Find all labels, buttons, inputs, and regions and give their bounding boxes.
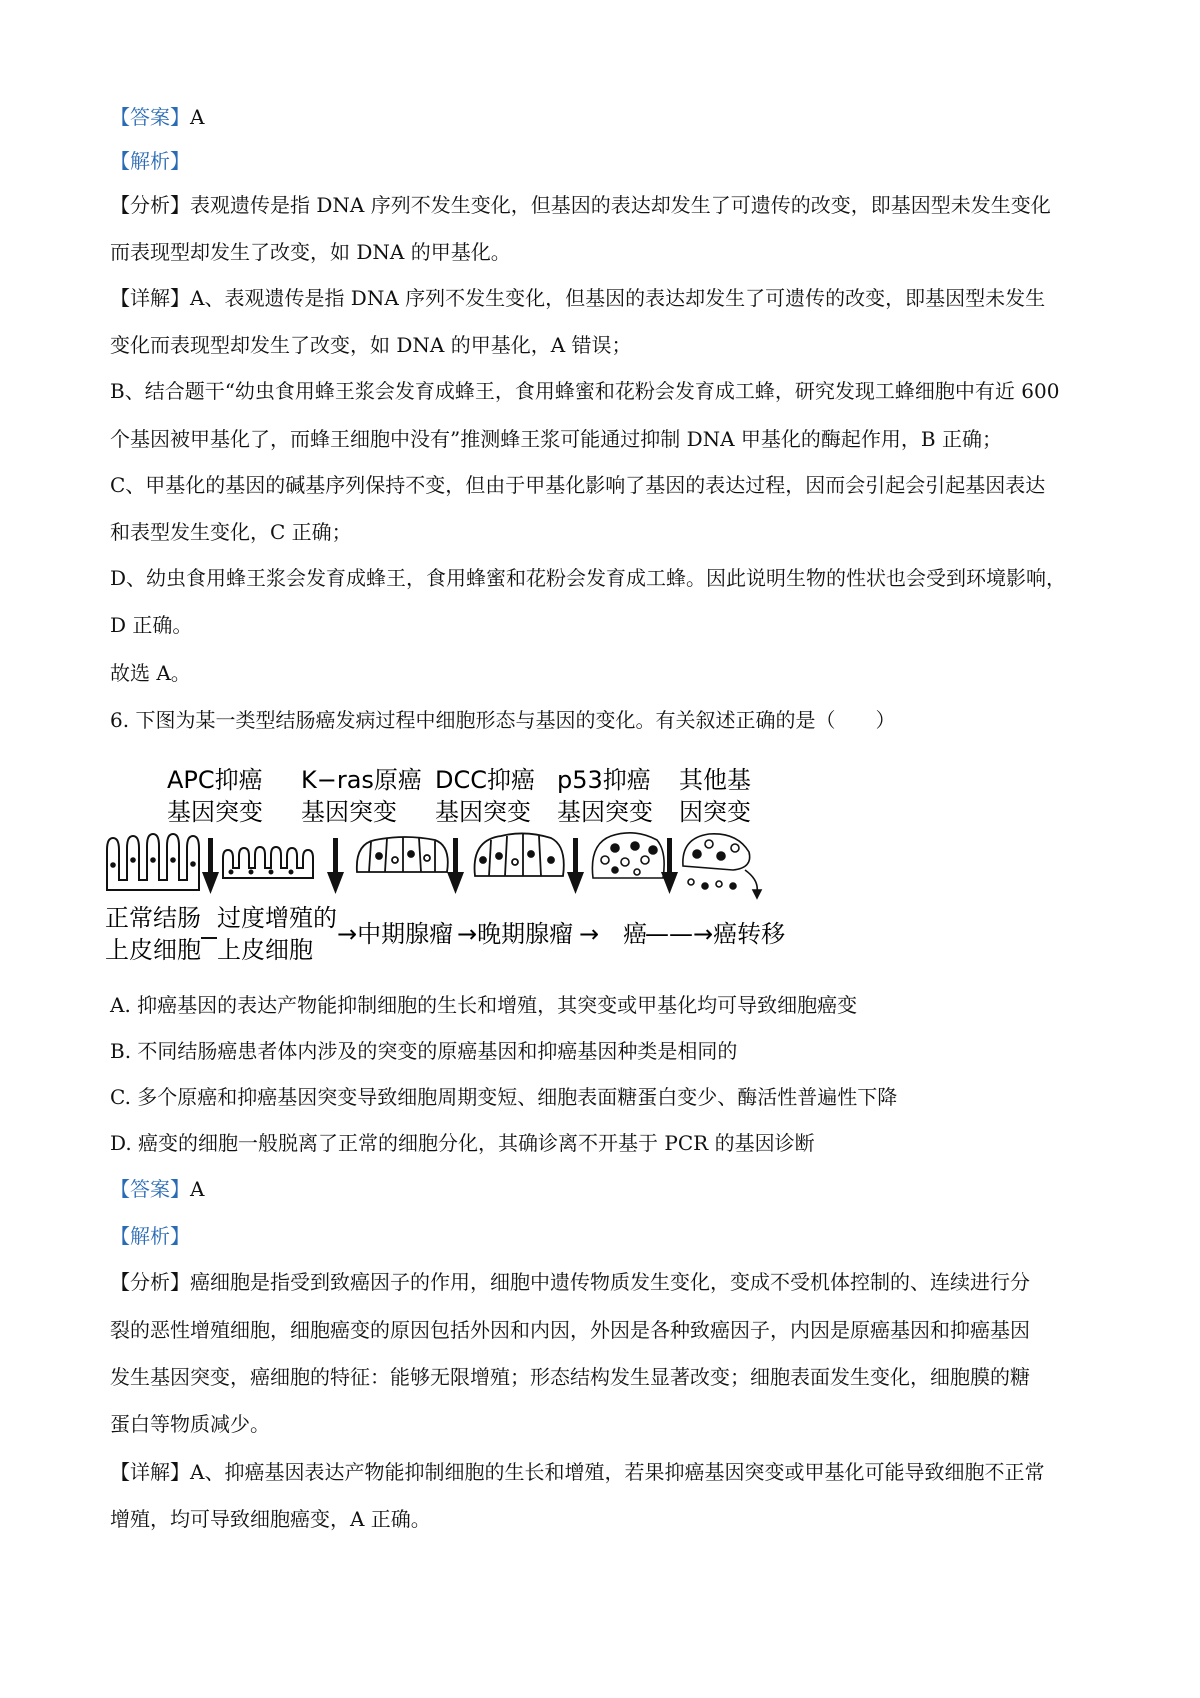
mid-adenoma-drawing	[357, 837, 448, 872]
q6-option-b: B. 不同结肠癌患者体内涉及的突变的原癌基因和抑癌基因种类是相同的	[110, 1039, 738, 1063]
down-arrow-head-3	[447, 872, 464, 894]
down-arrow-head-1	[202, 872, 219, 894]
q6-option-d: D. 癌变的细胞一般脱离了正常的细胞分化，其确诊离不开基于 PCR 的基因诊断	[110, 1131, 815, 1155]
q5-fenxi-line-1	[110, 190, 1100, 220]
gene-label-apc-2: 基因突变	[167, 798, 263, 826]
answer-tag: 【答案】	[110, 105, 190, 129]
fenxi-text: 癌细胞是指受到致癌因子的作用，细胞中遗传物质发生变化，变成不受机体控制的、连续进行分	[190, 1270, 1030, 1294]
hyperplastic-epithelium-drawing	[223, 847, 313, 878]
gene-label-kras: K−ras原癌	[301, 766, 422, 794]
q6-option-a: A. 抑癌基因的表达产物能抑制细胞的生长和增殖，其突变或甲基化均可导致细胞癌变	[110, 993, 858, 1017]
q5-analysis-heading	[110, 146, 1100, 176]
q5-option-c-line-1: C、甲基化的基因的碱基序列保持不变，但由于甲基化影响了基因的表达过程，因而会引起会引起基因表达	[110, 473, 1046, 497]
q5-xiangjie-line-2: 变化而表现型却发生了改变，如 DNA 的甲基化，A 错误；	[110, 333, 632, 357]
down-arrow-5	[667, 838, 672, 874]
fenxi-tag: 【分析】	[110, 1270, 190, 1294]
stage-late-adenoma: →晚期腺瘤	[457, 920, 574, 948]
gene-label-dcc: DCC抑癌	[435, 766, 535, 794]
stage-metastasis: ——→癌转移	[645, 920, 786, 948]
answer-value: A	[190, 1177, 205, 1201]
xiangjie-tag: 【详解】	[110, 286, 190, 310]
down-arrow-4	[573, 838, 578, 874]
down-arrow-2	[333, 838, 338, 874]
stage-mid-adenoma: →中期腺瘤	[337, 920, 454, 948]
q5-option-c-line-2: 和表型发生变化，C 正确；	[110, 520, 352, 544]
xiangjie-text: A、表观遗传是指 DNA 序列不发生变化，但基因的表达却发生了可遗传的改变，即基因型未发生	[190, 286, 1046, 310]
q6-xiangjie-line-1	[110, 1457, 1100, 1487]
q6-option-c: C. 多个原癌和抑癌基因突变导致细胞周期变短、细胞表面糖蛋白变少、酶活性普遍性下降	[110, 1085, 898, 1109]
normal-epithelium-drawing	[107, 834, 199, 890]
q6-fenxi-line-1	[110, 1267, 1100, 1297]
q6-answer-line	[110, 1174, 1100, 1204]
q5-option-d-line-1: D、幼虫食用蜂王浆会发育成蜂王，食用蜂蜜和花粉会发育成工蜂。因此说明生物的性状也会受到环境影响，	[110, 566, 1067, 590]
gene-label-apc: APC抑癌	[167, 766, 263, 794]
answer-tag: 【答案】	[110, 1177, 190, 1201]
fenxi-text: 表观遗传是指 DNA 序列不发生变化，但基因的表达却发生了可遗传的改变，即基因型未发生变化	[190, 193, 1051, 217]
q5-option-b-line-2: 个基因被甲基化了，而蜂王细胞中没有”推测蜂王浆可能通过抑制 DNA 甲基化的酶起作用，B 正确；	[110, 427, 1002, 451]
gene-label-other-2: 因突变	[679, 798, 751, 826]
xiangjie-tag: 【详解】	[110, 1460, 190, 1484]
down-arrow-head-5	[661, 872, 678, 894]
xiangjie-text: A、抑癌基因表达产物能抑制细胞的生长和增殖，若果抑癌基因突变或甲基化可能导致细胞不正常	[190, 1460, 1045, 1484]
fenxi-tag: 【分析】	[110, 193, 190, 217]
stage-normal-1: 正常结肠	[105, 904, 201, 932]
analysis-tag: 【解析】	[110, 1224, 190, 1248]
mutation-arrows	[202, 838, 678, 894]
q6-xiangjie-line-2: 增殖，均可导致细胞癌变，A 正确。	[110, 1507, 431, 1531]
q5-answer-line	[110, 102, 1100, 132]
gene-label-p53-2: 基因突变	[557, 798, 653, 826]
answer-value: A	[190, 105, 205, 129]
q5-fenxi-line-2: 而表现型却发生了改变，如 DNA 的甲基化。	[110, 240, 511, 264]
q5-option-b-line-1: B、结合题干“幼虫食用蜂王浆会发育成蜂王，食用蜂蜜和花粉会发育成工蜂，研究发现工蜂细胞中有近 600	[110, 379, 1060, 403]
late-adenoma-drawing	[475, 833, 564, 876]
q6-analysis-heading	[110, 1221, 1100, 1251]
stage-hyper-1: 过度增殖的	[217, 904, 337, 932]
down-arrow-head-4	[567, 872, 584, 894]
q6-stem: 6. 下图为某一类型结肠癌发病过程中细胞形态与基因的变化。有关叙述正确的是（ ）	[110, 708, 896, 732]
analysis-tag: 【解析】	[110, 149, 190, 173]
q6-fenxi-line-3: 发生基因突变，癌细胞的特征：能够无限增殖；形态结构发生显著改变；细胞表面发生变化，细胞膜的糖	[110, 1365, 1030, 1389]
gene-label-kras-2: 基因突变	[301, 798, 397, 826]
cancer-drawing	[592, 833, 664, 878]
colon-cancer-figure	[105, 760, 825, 970]
stage-hyper-2: 上皮细胞	[217, 936, 313, 964]
q5-xiangjie-line-1	[110, 283, 1100, 313]
stage-cancer: → 癌	[579, 920, 648, 948]
down-arrow-head-2	[327, 872, 344, 894]
q6-fenxi-line-2: 裂的恶性增殖细胞，细胞癌变的原因包括外因和内因，外因是各种致癌因子，内因是原癌基因和抑癌基因	[110, 1318, 1030, 1342]
stage-normal-2: 上皮细胞	[105, 936, 201, 964]
gene-label-other: 其他基	[679, 766, 751, 794]
gene-label-dcc-2: 基因突变	[435, 798, 531, 826]
metastasis-drawing	[683, 834, 761, 898]
down-arrow-1	[208, 838, 213, 874]
q5-option-d-line-2: D 正确。	[110, 613, 193, 637]
down-arrow-3	[453, 838, 458, 874]
q5-conclusion: 故选 A。	[110, 661, 191, 685]
gene-label-p53: p53抑癌	[557, 766, 651, 794]
q6-fenxi-line-4: 蛋白等物质减少。	[110, 1412, 270, 1436]
